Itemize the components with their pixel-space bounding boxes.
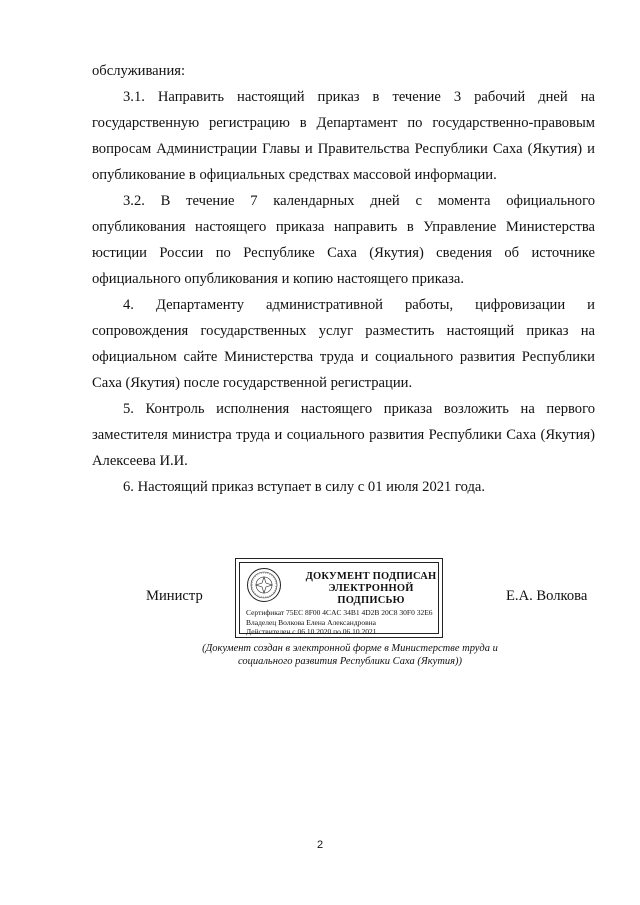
signer-name: Е.А. Волкова: [506, 588, 588, 604]
paragraph-3-2: 3.2. В течение 7 календарных дней с момента официального опубликования настоящего приказа направить в Управление Министерства юстиции России по Республике Саха (Якутия) сведения об источнике официального опубликования и копию настоящего приказа.: [92, 193, 595, 287]
stamp-footnote-line2: социального развития Республики Саха (Якутия)): [237, 656, 463, 667]
paragraph-4: 4. Департаменту административной работы, цифровизации и сопровождения государственных услуг разместить настоящий приказ на официальном сайте Министерства труда и социального развития Республики Саха (Якутия) после государственной регистрации.: [92, 297, 595, 391]
stamp-inner-frame: [239, 562, 439, 634]
stamp-footnote-line1: (Документ создан в электронной форме в Министерстве труда и: [202, 643, 498, 654]
electronic-signature-stamp: [235, 558, 443, 638]
stamp-certificate: Сертификат 75EC 8F00 4CAC 34B1 4D2B 20C8 30F0 32E6: [246, 608, 433, 617]
paragraph-6: 6. Настоящий приказ вступает в силу с 01 июля 2021 года.: [123, 479, 486, 495]
paragraph-3-1: 3.1. Направить настоящий приказ в течение 3 рабочий дней на государственную регистрацию в Департамент по государственно-правовым вопросам Администрации Главы и Правительства Республики Саха (Якутия) и опубликование в официальных средствах массовой информации.: [92, 89, 595, 183]
stamp-title-line2: ЭЛЕКТРОННОЙ ПОДПИСЬЮ: [328, 583, 414, 606]
signature-block: [0, 555, 640, 650]
paragraph-continuation: обслуживания:: [92, 63, 186, 79]
stamp-footnote: [190, 642, 510, 668]
signer-position: Министр: [146, 588, 203, 604]
stamp-title: [300, 571, 442, 607]
page-number: 2: [316, 839, 324, 851]
sakha-emblem-icon: [246, 567, 282, 603]
stamp-validity: Действителен с 06.10.2020 по 06.10.2021: [246, 627, 377, 636]
document-body: [92, 58, 595, 500]
paragraph-5: 5. Контроль исполнения настоящего приказа возложить на первого заместителя министра труда и социального развития Республики Саха (Якутия) Алексеева И.И.: [92, 401, 595, 469]
stamp-owner: Владелец Волкова Елена Александровна: [246, 618, 377, 627]
stamp-title-line1: ДОКУМЕНТ ПОДПИСАН: [305, 571, 437, 582]
